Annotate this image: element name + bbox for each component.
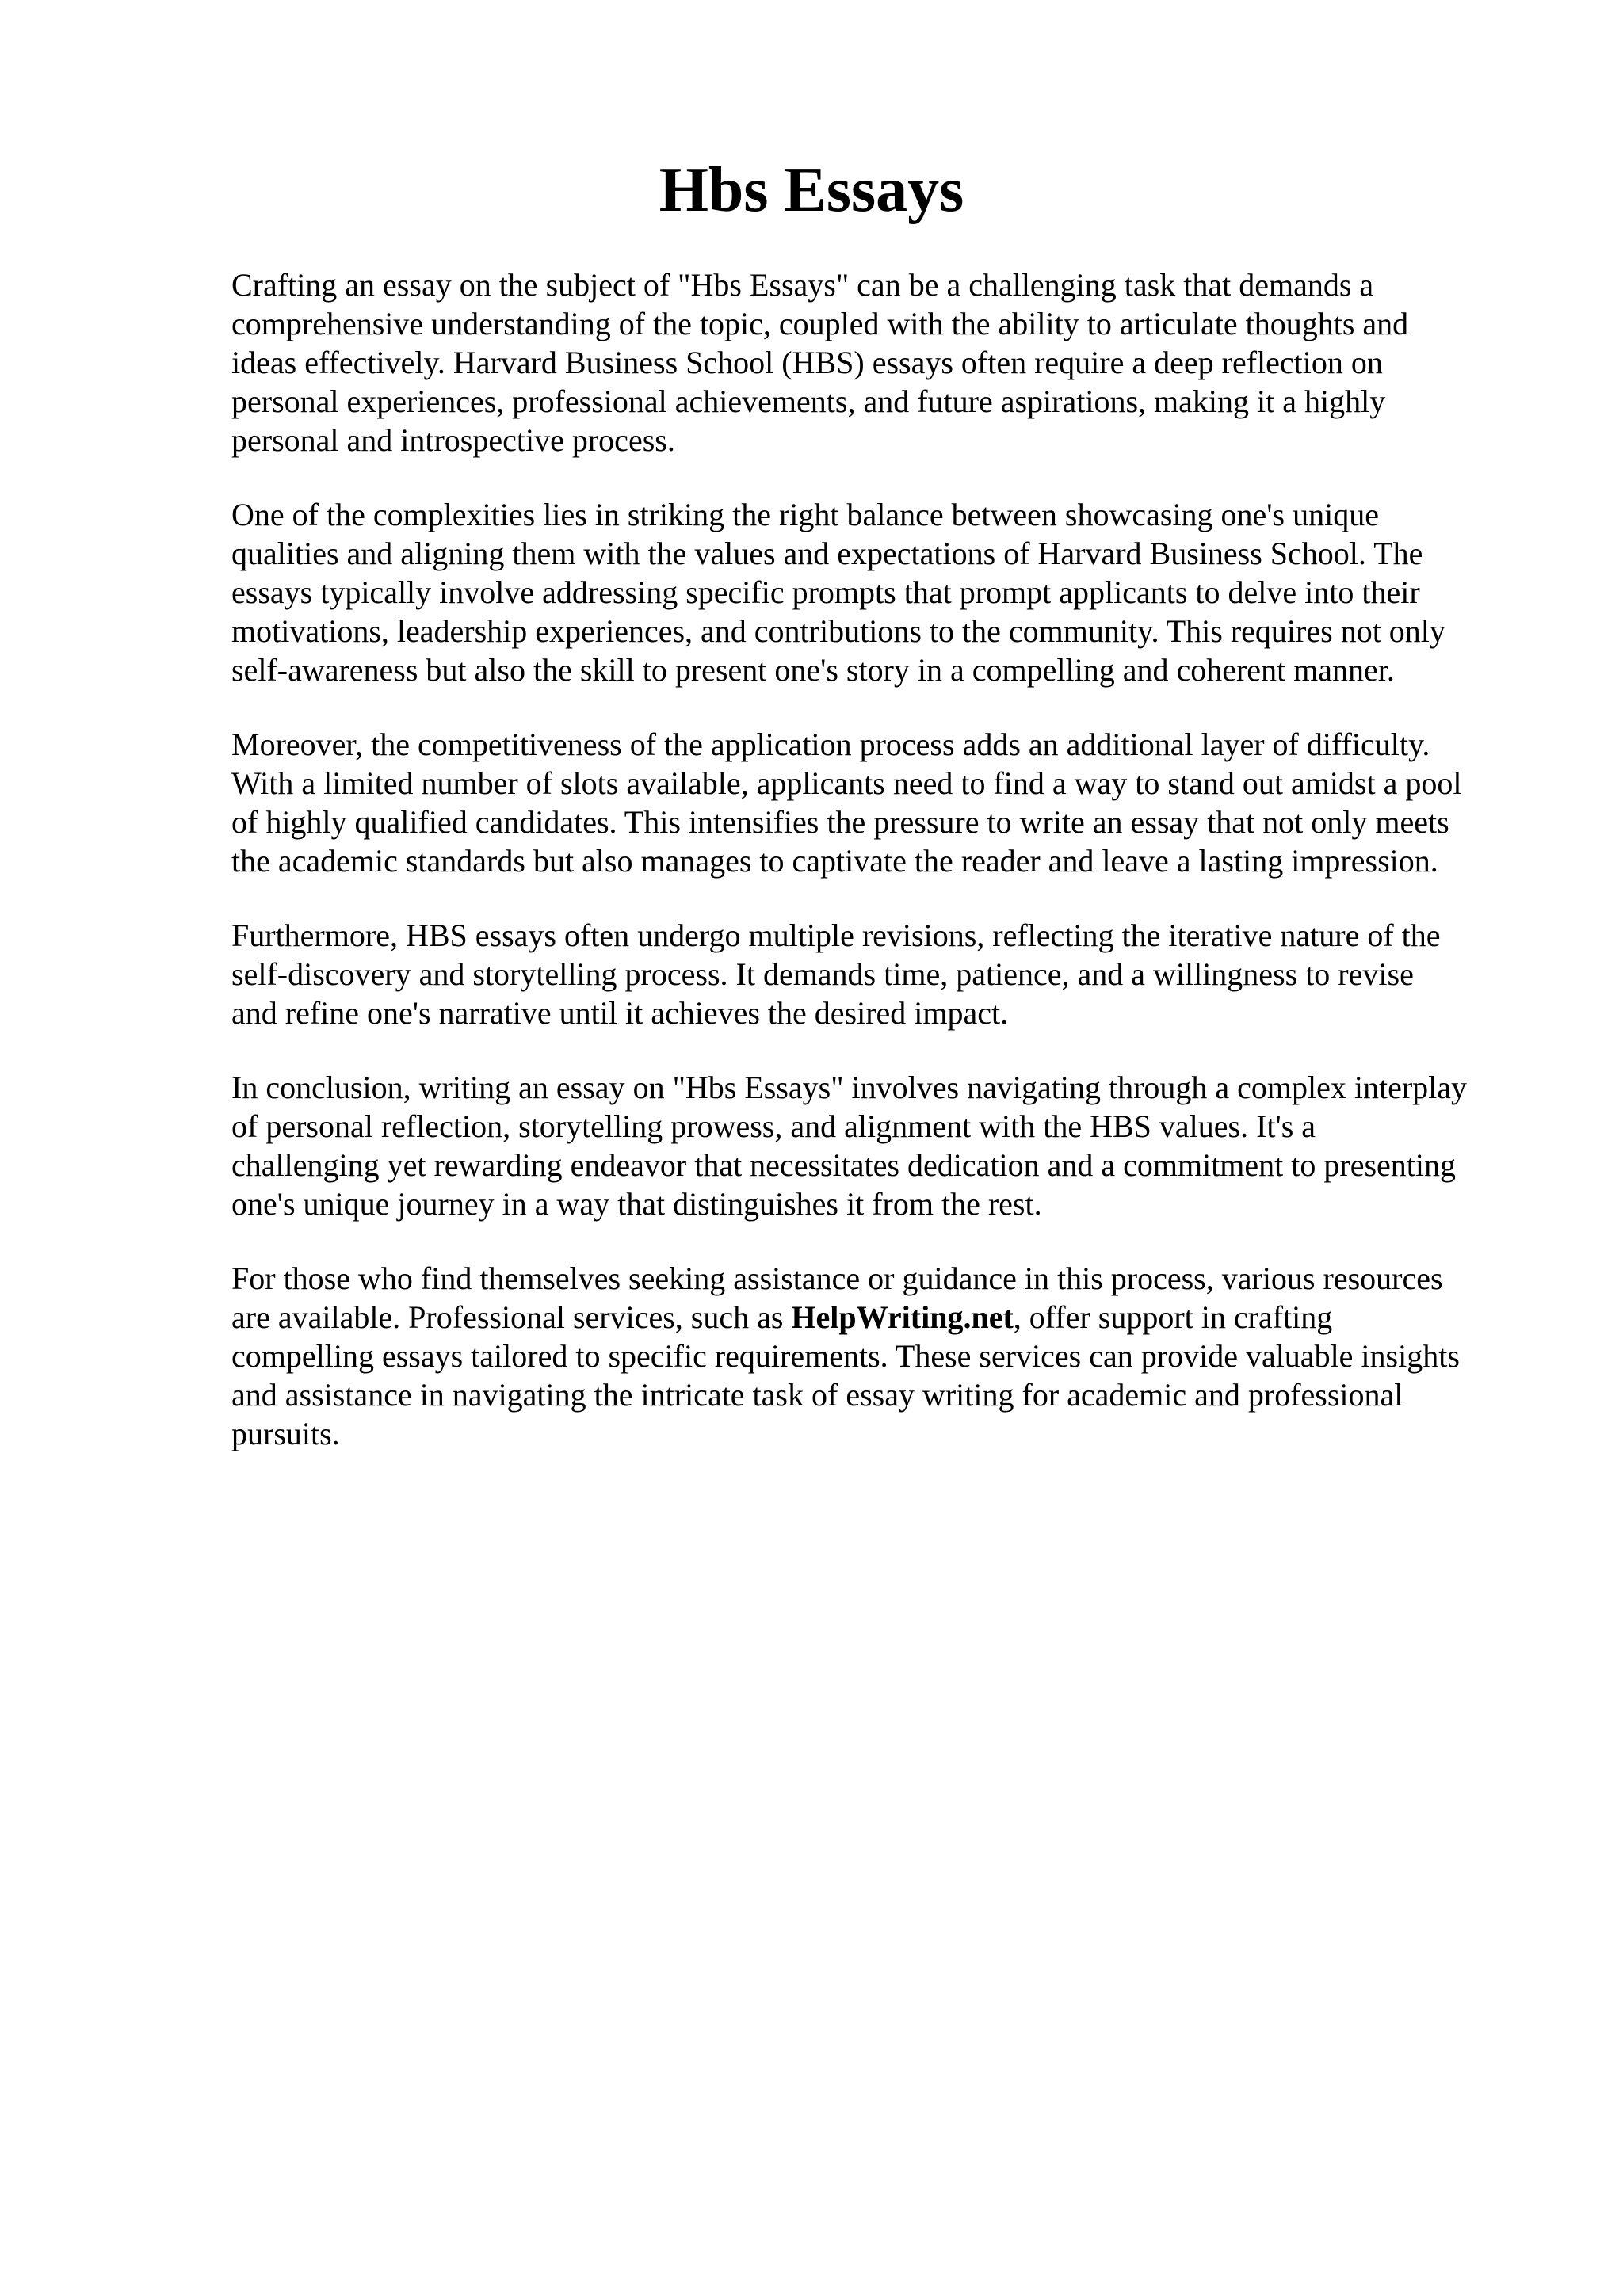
text-line: challenging yet rewarding endeavor that necessitates dedication and a commitment to presenting xyxy=(231,1147,1457,1183)
text-line: personal and introspective process. xyxy=(231,422,675,458)
text-fragment: , offer support in crafting xyxy=(1013,1299,1333,1335)
text-line: the academic standards but also manages to captivate the reader and leave a lasting impression. xyxy=(231,843,1438,879)
text-line: In conclusion, writing an essay on "Hbs Essays" involves navigating through a complex interplay xyxy=(231,1070,1468,1105)
paragraph-2 xyxy=(231,495,1531,689)
text-line: Furthermore, HBS essays often undergo multiple revisions, reflecting the iterative nature of the xyxy=(231,917,1441,953)
text-fragment: are available. Professional services, such as xyxy=(231,1299,792,1335)
text-line: essays typically involve addressing specific prompts that prompt applicants to delve into their xyxy=(231,574,1420,610)
text-line: With a limited number of slots available, applicants need to find a way to stand out amidst a pool xyxy=(231,765,1462,801)
paragraph-5 xyxy=(231,1068,1531,1223)
text-line: of highly qualified candidates. This intensifies the pressure to write an essay that not only meets xyxy=(231,804,1449,840)
text-line: self-discovery and storytelling process. It demands time, patience, and a willingness to revise xyxy=(231,956,1414,992)
essay-body xyxy=(231,265,1531,1489)
text-line: Moreover, the competitiveness of the application process adds an additional layer of difficulty. xyxy=(231,727,1430,762)
text-line: one's unique journey in a way that distinguishes it from the rest. xyxy=(231,1186,1042,1222)
text-line: qualities and aligning them with the values and expectations of Harvard Business School. The xyxy=(231,536,1423,571)
text-line-with-brand xyxy=(231,1298,1531,1337)
brand-name-helpwriting: HelpWriting.net xyxy=(791,1299,1014,1335)
text-line: personal experiences, professional achievements, and future aspirations, making it a highly xyxy=(231,383,1386,419)
text-line: For those who find themselves seeking assistance or guidance in this process, various resources xyxy=(231,1261,1443,1296)
text-line: and refine one's narrative until it achieves the desired impact. xyxy=(231,995,1009,1031)
text-line: ideas effectively. Harvard Business School (HBS) essays often require a deep reflection on xyxy=(231,345,1383,380)
paragraph-3 xyxy=(231,725,1531,880)
paragraph-6 xyxy=(231,1259,1531,1453)
text-line: motivations, leadership experiences, and contributions to the community. This requires not only xyxy=(231,613,1445,649)
text-line: self-awareness but also the skill to present one's story in a compelling and coherent manner. xyxy=(231,652,1395,688)
text-line: pursuits. xyxy=(231,1416,340,1451)
text-line: compelling essays tailored to specific requirements. These services can provide valuable insights xyxy=(231,1338,1460,1374)
text-line: One of the complexities lies in striking the right balance between showcasing one's unique xyxy=(231,497,1379,532)
text-line: comprehensive understanding of the topic, coupled with the ability to articulate thoughts and xyxy=(231,306,1409,341)
paragraph-1 xyxy=(231,265,1531,460)
text-line: and assistance in navigating the intricate task of essay writing for academic and professional xyxy=(231,1377,1403,1413)
page-title: Hbs Essays xyxy=(659,155,964,225)
paragraph-4 xyxy=(231,916,1531,1032)
text-line: Crafting an essay on the subject of "Hbs Essays" can be a challenging task that demands a xyxy=(231,267,1374,303)
text-line: of personal reflection, storytelling prowess, and alignment with the HBS values. It's a xyxy=(231,1108,1316,1144)
